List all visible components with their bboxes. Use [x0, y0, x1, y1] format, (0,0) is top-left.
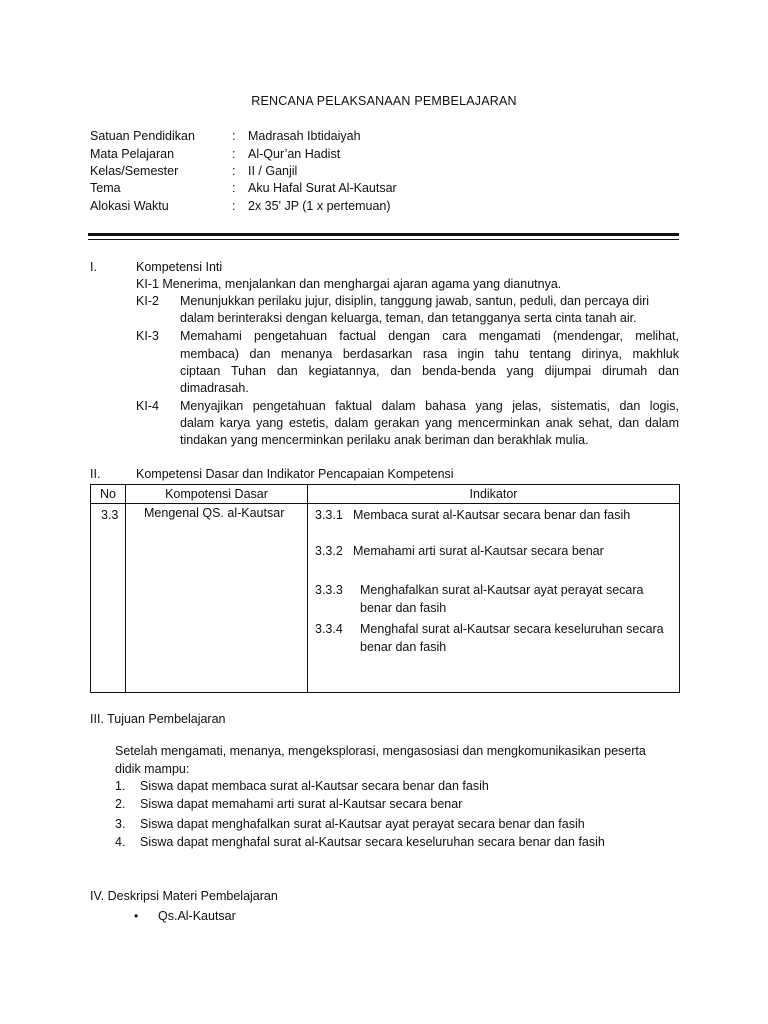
indicator-text: Memahami arti surat al-Kautsar secara benar [353, 544, 604, 558]
objective-number: 4. [115, 835, 126, 849]
identity-value-alokasi: 2x 35' JP (1 x pertemuan) [248, 199, 391, 213]
cell-kompetensi-dasar [126, 504, 308, 693]
ki-2-code: KI-2 [136, 294, 159, 308]
cell-no [91, 504, 126, 693]
cell-indikator [308, 504, 680, 693]
section-2-title: Kompetensi Dasar dan Indikator Pencapaian Kompetensi [136, 467, 454, 481]
header-no: No [91, 485, 126, 504]
indicator-text: benar dan fasih [360, 601, 447, 615]
objectives-intro-line: didik mampu: [115, 762, 190, 776]
objective-text: Siswa dapat menghafal surat al-Kautsar secara keseluruhan secara benar dan fasih [140, 835, 605, 849]
ki-2-line: Menunjukkan perilaku jujur, disiplin, tanggung jawab, santun, peduli, dan percaya diri [180, 294, 650, 308]
indicator-code: 3.3.3 [315, 583, 343, 597]
document-title: RENCANA PELAKSANAAN PEMBELAJARAN [251, 94, 517, 108]
indicator-code: 3.3.2 [315, 544, 343, 558]
section-1-number: I. [90, 260, 97, 274]
section-4-title: IV. Deskripsi Materi Pembelajaran [90, 889, 278, 903]
section-1-title: Kompetensi Inti [136, 260, 223, 274]
section-3-title: III. Tujuan Pembelajaran [90, 712, 226, 726]
indicator-text: Menghafalkan surat al-Kautsar ayat perayat secara [360, 583, 644, 597]
ki-4-code: KI-4 [136, 399, 159, 413]
ki-4-line: Menyajikan pengetahuan faktual dalam bahasa yang jelas, sistematis, dan logis, [180, 399, 679, 413]
indicator-text: benar dan fasih [360, 640, 447, 654]
header-indikator: Indikator [308, 485, 680, 504]
indicator-text: Membaca surat al-Kautsar secara benar dan fasih [353, 508, 631, 522]
indicator-code: 3.3.1 [315, 508, 343, 522]
ki-4-line: tindakan yang mencerminkan perilaku anak beriman dan berakhlak mulia. [180, 433, 589, 447]
objective-number: 1. [115, 779, 126, 793]
identity-value-mapel: Al-Qur’an Hadist [248, 147, 341, 161]
identity-label-tema: Tema [90, 181, 121, 195]
kd-number: 3.3 [101, 508, 119, 522]
identity-label-mapel: Mata Pelajaran [90, 147, 175, 161]
identity-colon: : [232, 199, 236, 213]
ki-3-line: ciptaan Tuhan dan kegiatannya, dan benda-benda yang dijumpai dirumah dan [180, 364, 679, 378]
objective-number: 3. [115, 817, 126, 831]
ki-3-code: KI-3 [136, 329, 159, 343]
header-divider-thick [88, 233, 679, 236]
table-header-row [91, 485, 680, 504]
identity-label-kelas: Kelas/Semester [90, 164, 179, 178]
header-divider-thin [88, 239, 679, 240]
competency-table [90, 484, 680, 693]
identity-value-kelas: II / Ganjil [248, 164, 298, 178]
objective-text: Siswa dapat membaca surat al-Kautsar secara benar dan fasih [140, 779, 489, 793]
identity-label-alokasi: Alokasi Waktu [90, 199, 169, 213]
objective-text: Siswa dapat memahami arti surat al-Kautsar secara benar [140, 797, 463, 811]
ki-2-line: dalam berinteraksi dengan keluarga, teman, dan tetangganya serta cinta tanah air. [180, 311, 637, 325]
kd-name: Mengenal QS. al-Kautsar [144, 506, 285, 520]
identity-colon: : [232, 129, 236, 143]
ki-3-line: membaca) dan menanya berdasarkan rasa ingin tahu tentang dirinya, makhluk [180, 347, 679, 361]
indicator-code: 3.3.4 [315, 622, 343, 636]
identity-colon: : [232, 181, 236, 195]
objective-number: 2. [115, 797, 126, 811]
ki-1-text: KI-1 Menerima, menjalankan dan menghargai ajaran agama yang dianutnya. [136, 277, 562, 291]
indicator-list [308, 504, 679, 692]
indicator-text: Menghafal surat al-Kautsar secara keseluruhan secara [360, 622, 664, 636]
identity-colon: : [232, 147, 236, 161]
table-row [91, 504, 680, 693]
section-2-number: II. [90, 467, 101, 481]
material-item: Qs.Al-Kautsar [158, 909, 236, 923]
identity-value-tema: Aku Hafal Surat Al-Kautsar [248, 181, 397, 195]
ki-4-line: dalam karya yang estetis, dalam gerakan yang mencerminkan anak sehat, dan dalam [180, 416, 679, 430]
ki-3-line: dimadrasah. [180, 381, 249, 395]
objective-text: Siswa dapat menghafalkan surat al-Kautsar ayat perayat secara benar dan fasih [140, 817, 585, 831]
identity-label-satuan: Satuan Pendidikan [90, 129, 195, 143]
header-kompetensi-dasar: Kompotensi Dasar [126, 485, 308, 504]
objectives-intro-line: Setelah mengamati, menanya, mengeksplorasi, mengasosiasi dan mengkomunikasikan peserta [115, 744, 646, 758]
identity-colon: : [232, 164, 236, 178]
ki-3-line: Memahami pengetahuan factual dengan cara mengamati (mendengar, melihat, [180, 329, 679, 343]
identity-value-satuan: Madrasah Ibtidaiyah [248, 129, 361, 143]
bullet-icon: • [134, 909, 139, 923]
